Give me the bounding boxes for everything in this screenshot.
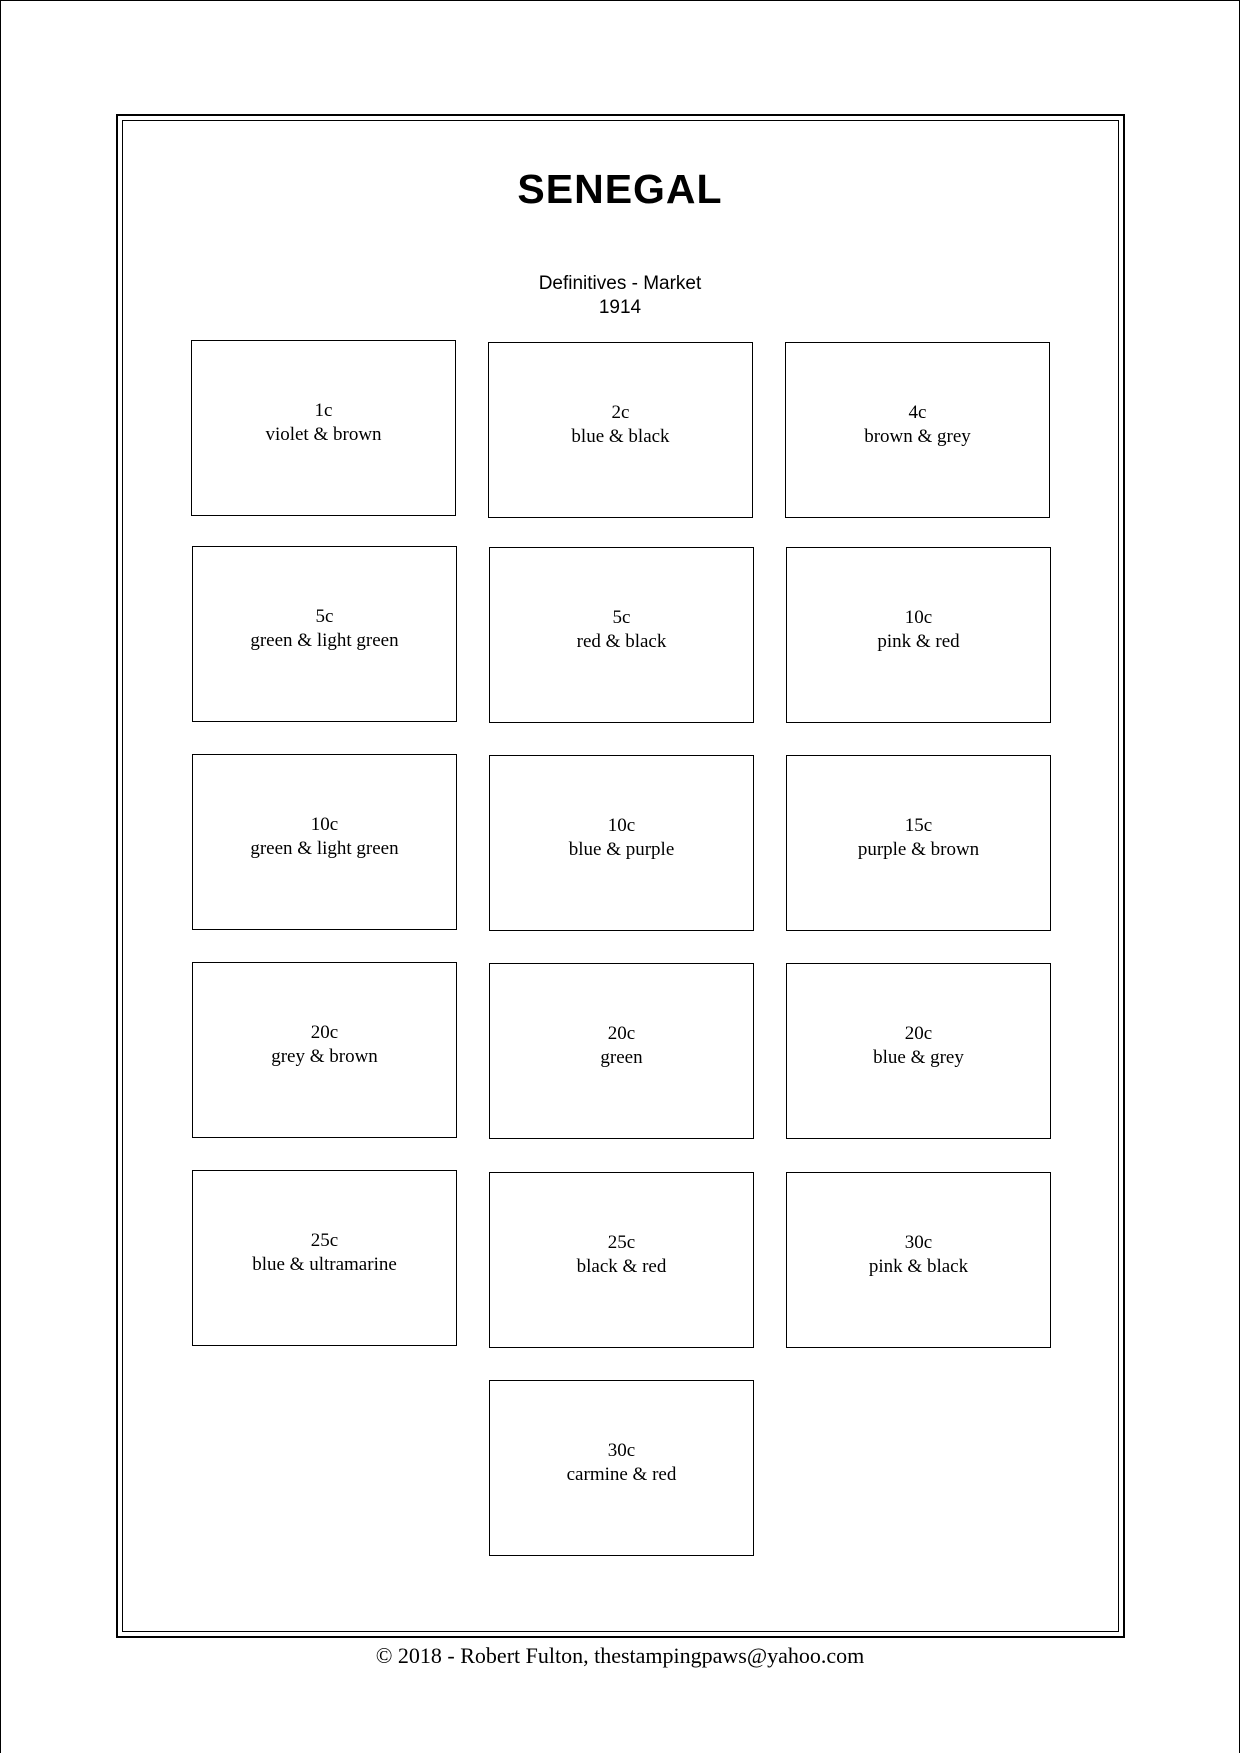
stamp-value: 20c <box>904 1023 933 1044</box>
stamp-color: red & black <box>576 631 667 652</box>
stamp-value: 30c <box>904 1232 933 1253</box>
stamp-grid <box>191 340 1051 1560</box>
stamp-box <box>489 1380 754 1556</box>
stamp-value: 10c <box>310 814 339 835</box>
stamp-box <box>786 755 1051 931</box>
subtitle-series: Definitives - Market <box>538 273 702 294</box>
stamp-color: brown & grey <box>864 426 971 447</box>
page-subtitle <box>0 272 1240 320</box>
stamp-value: 5c <box>315 606 334 627</box>
stamp-color: purple & brown <box>857 839 980 860</box>
stamp-value: 1c <box>314 400 333 421</box>
stamp-color: blue & purple <box>568 839 675 860</box>
stamp-box <box>191 340 456 516</box>
stamp-color: carmine & red <box>566 1464 677 1485</box>
stamp-value: 20c <box>607 1023 636 1044</box>
stamp-value: 25c <box>310 1230 339 1251</box>
stamp-color: black & red <box>576 1256 667 1277</box>
stamp-color: pink & red <box>877 631 960 652</box>
stamp-color: green <box>600 1047 643 1068</box>
stamp-box <box>785 342 1050 518</box>
stamp-box <box>786 1172 1051 1348</box>
stamp-value: 2c <box>611 402 630 423</box>
stamp-box <box>192 1170 457 1346</box>
stamp-color: blue & black <box>571 426 670 447</box>
stamp-color: grey & brown <box>271 1046 378 1067</box>
stamp-value: 10c <box>607 815 636 836</box>
stamp-color: green & light green <box>250 838 399 859</box>
stamp-value: 25c <box>607 1232 636 1253</box>
stamp-value: 20c <box>310 1022 339 1043</box>
page-title: SENEGAL <box>517 166 723 212</box>
subtitle-year: 1914 <box>598 297 642 318</box>
stamp-value: 15c <box>904 815 933 836</box>
stamp-box <box>786 963 1051 1139</box>
stamp-box <box>192 754 457 930</box>
stamp-value: 30c <box>607 1440 636 1461</box>
stamp-value: 10c <box>904 607 933 628</box>
stamp-box <box>192 962 457 1138</box>
stamp-box <box>488 342 753 518</box>
stamp-value: 5c <box>612 607 631 628</box>
stamp-color: blue & grey <box>873 1047 964 1068</box>
copyright-footer: © 2018 - Robert Fulton, thestampingpaws@yahoo.com <box>375 1643 865 1668</box>
stamp-color: pink & black <box>868 1256 969 1277</box>
stamp-box <box>489 755 754 931</box>
stamp-box <box>489 963 754 1139</box>
stamp-box <box>786 547 1051 723</box>
stamp-value: 4c <box>908 402 927 423</box>
stamp-box <box>489 1172 754 1348</box>
stamp-color: violet & brown <box>265 424 382 445</box>
stamp-box <box>192 546 457 722</box>
stamp-color: blue & ultramarine <box>252 1254 397 1275</box>
stamp-color: green & light green <box>250 630 399 651</box>
stamp-box <box>489 547 754 723</box>
